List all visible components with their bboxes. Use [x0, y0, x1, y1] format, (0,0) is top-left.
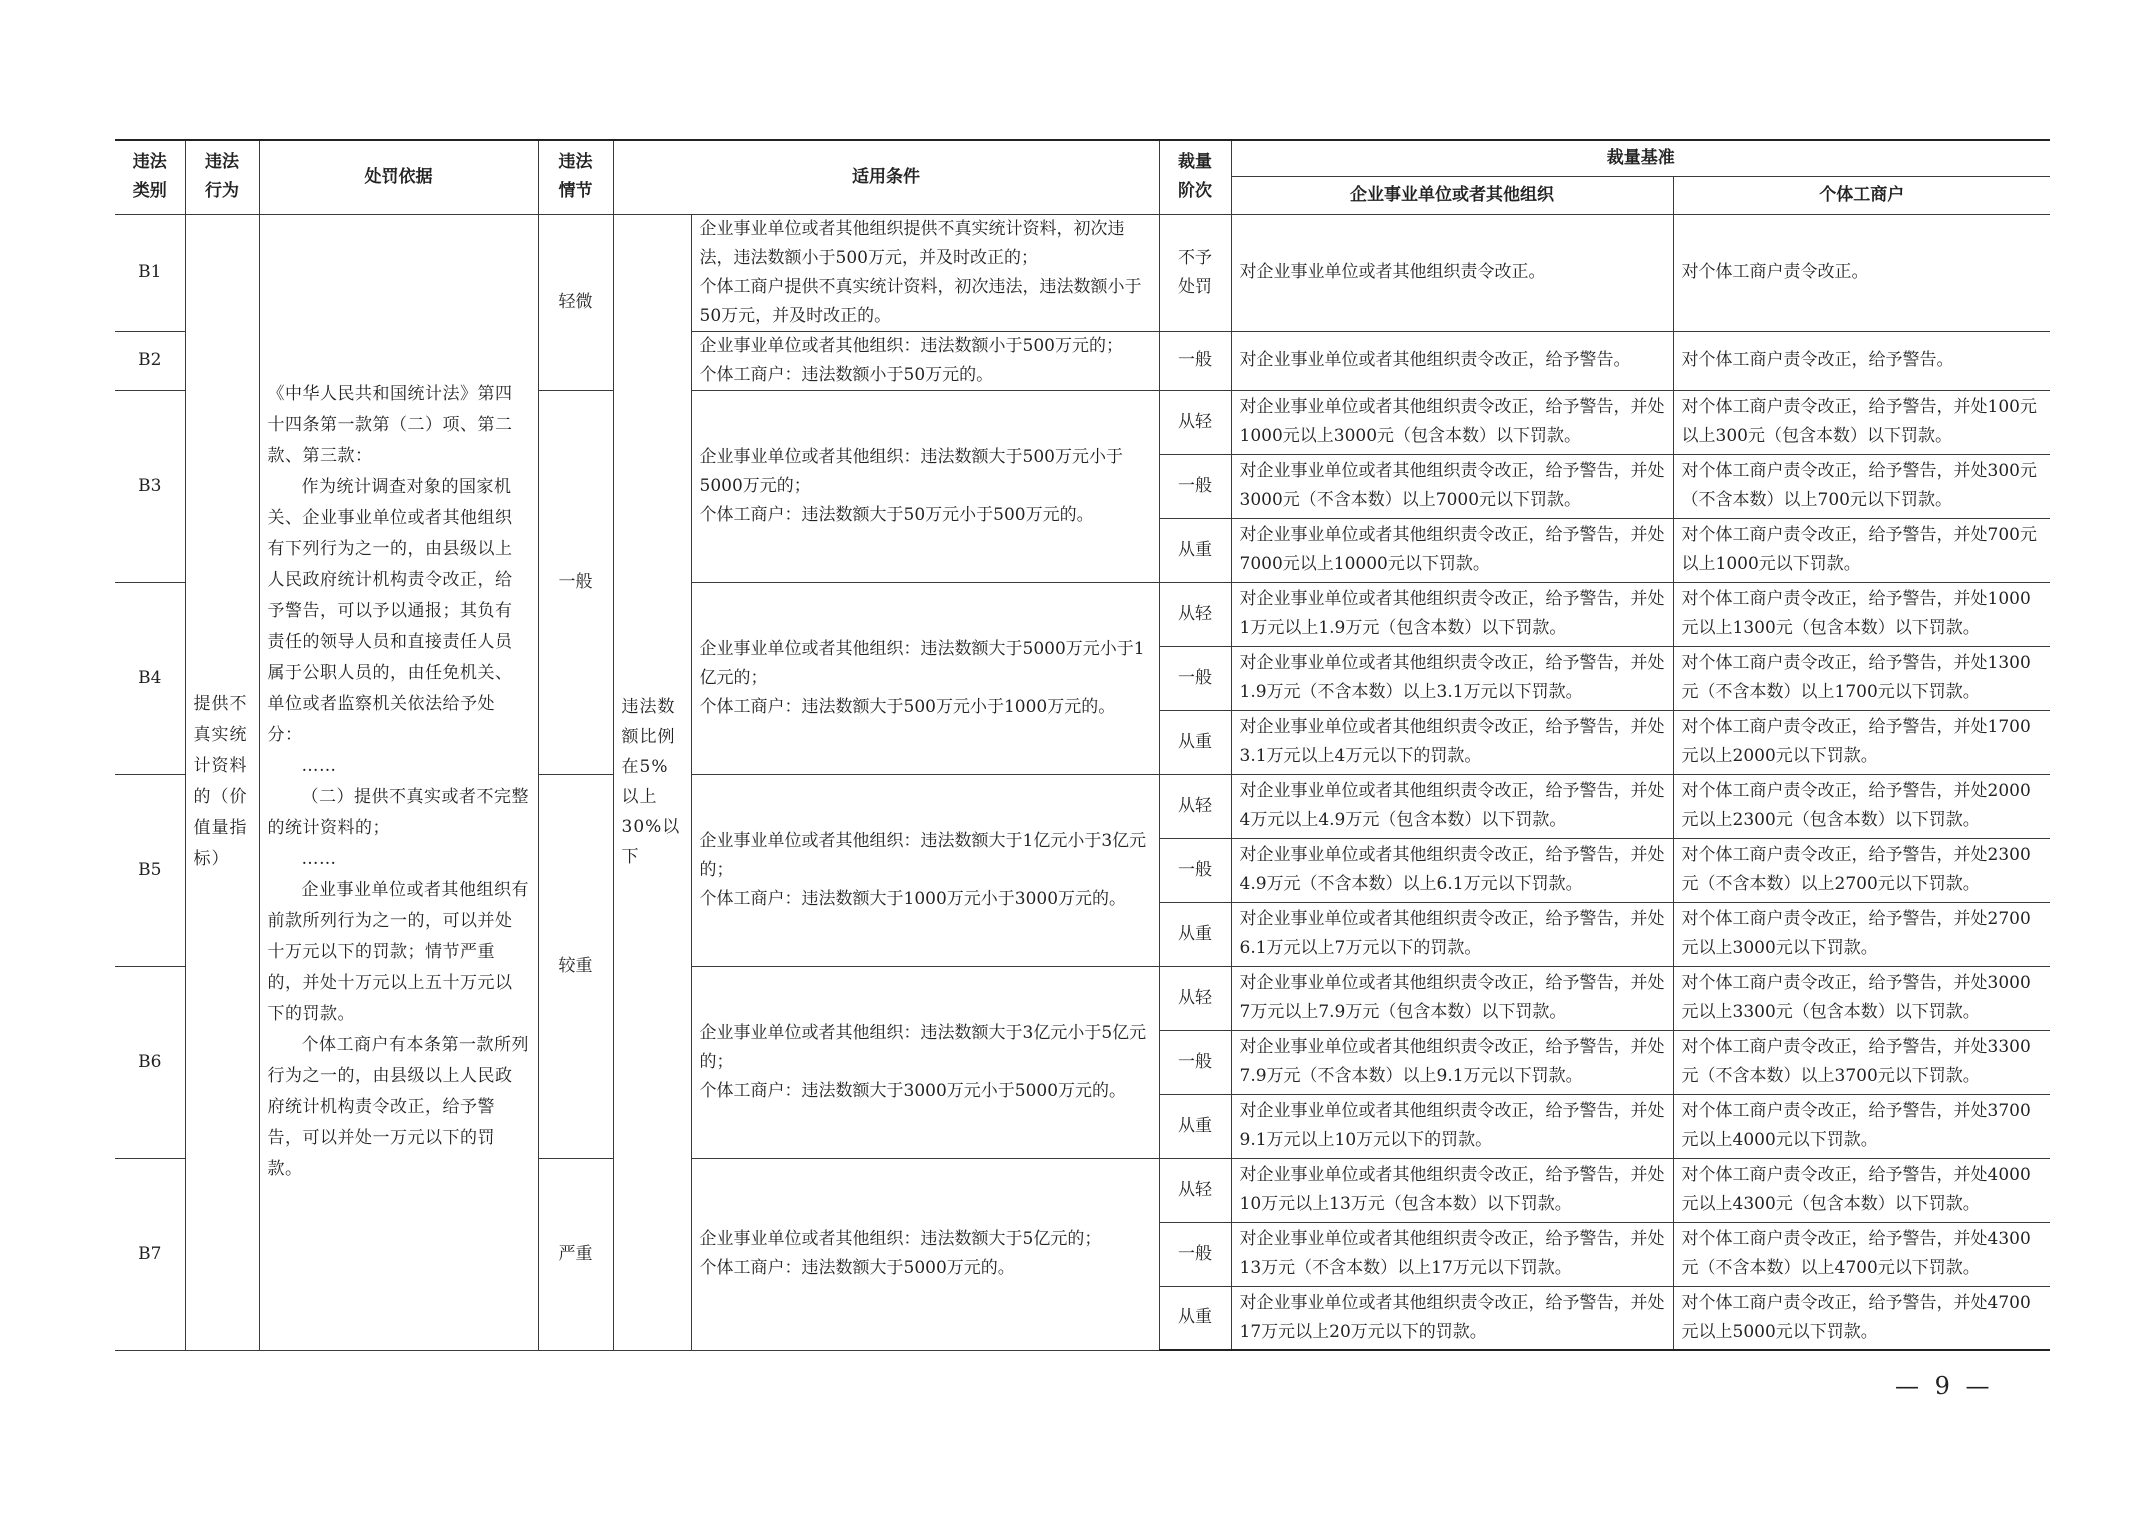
condition-line: 个体工商户：违法数额小于50万元的。	[699, 364, 994, 385]
basis-paragraph: 个体工商户有本条第一款所列行为之一的，由县级以上人民政府统计机构责令改正，给予警告，可以并处一万元以下的罚款。	[267, 1035, 529, 1179]
category-code: B2	[115, 331, 185, 390]
page-number: — 9 —	[1895, 1372, 1994, 1400]
penalty-discretion-table	[115, 139, 2050, 1351]
header-enterprise: 企业事业单位或者其他组织	[1231, 176, 1673, 214]
violation-ratio: 违法数额比例在5%以上30%以下	[613, 214, 691, 1350]
level-cell: 从重	[1159, 1286, 1231, 1350]
header-standard: 裁量基准	[1231, 140, 2050, 176]
condition-cell	[691, 331, 1159, 390]
individual-standard: 对个体工商户责令改正，给予警告，并处3700元以上4000元以下罚款。	[1673, 1094, 2050, 1158]
enterprise-standard: 对企业事业单位或者其他组织责令改正，给予警告，并处10万元以上13万元（包含本数）以下罚款。	[1231, 1158, 1673, 1222]
penalty-basis	[259, 214, 538, 1350]
enterprise-standard: 对企业事业单位或者其他组织责令改正，给予警告，并处4.9万元（不含本数）以上6.1万元以下罚款。	[1231, 838, 1673, 902]
level-cell: 从轻	[1159, 390, 1231, 454]
individual-standard: 对个体工商户责令改正，给予警告，并处100元以上300元（包含本数）以下罚款。	[1673, 390, 2050, 454]
condition-line: 企业事业单位或者其他组织：违法数额小于500万元的；	[699, 335, 1123, 356]
condition-line: 个体工商户提供不真实统计资料，初次违法，违法数额小于50万元，并及时改正的。	[699, 276, 1142, 326]
category-code: B6	[115, 966, 185, 1158]
enterprise-standard: 对企业事业单位或者其他组织责令改正，给予警告，并处13万元（不含本数）以上17万元以下罚款。	[1231, 1222, 1673, 1286]
enterprise-standard: 对企业事业单位或者其他组织责令改正，给予警告，并处17万元以上20万元以下的罚款。	[1231, 1286, 1673, 1350]
condition-line: 个体工商户：违法数额大于3000万元小于5000万元的。	[699, 1080, 1127, 1101]
condition-cell	[691, 390, 1159, 582]
individual-standard: 对个体工商户责令改正，给予警告，并处2300元（不含本数）以上2700元以下罚款。	[1673, 838, 2050, 902]
individual-standard: 对个体工商户责令改正，给予警告，并处4300元（不含本数）以上4700元以下罚款。	[1673, 1222, 2050, 1286]
header-condition: 适用条件	[613, 140, 1159, 214]
level-cell: 一般	[1159, 1222, 1231, 1286]
individual-standard: 对个体工商户责令改正，给予警告，并处4000元以上4300元（包含本数）以下罚款。	[1673, 1158, 2050, 1222]
header-category: 违法 类别	[115, 140, 185, 214]
enterprise-standard: 对企业事业单位或者其他组织责令改正，给予警告。	[1231, 331, 1673, 390]
basis-paragraph: ……	[301, 756, 337, 776]
condition-line: 个体工商户：违法数额大于5000万元的。	[699, 1258, 1015, 1278]
enterprise-standard: 对企业事业单位或者其他组织责令改正，给予警告，并处1000元以上3000元（包含本数）以下罚款。	[1231, 390, 1673, 454]
level-cell: 一般	[1159, 646, 1231, 710]
individual-standard: 对个体工商户责令改正，给予警告，并处3300元（不含本数）以上3700元以下罚款。	[1673, 1030, 2050, 1094]
level-cell: 不予处罚	[1159, 214, 1231, 331]
enterprise-standard: 对企业事业单位或者其他组织责令改正。	[1231, 214, 1673, 331]
condition-cell	[691, 214, 1159, 331]
header-action: 违法 行为	[185, 140, 259, 214]
basis-paragraph: ……	[301, 849, 337, 869]
level-cell: 一般	[1159, 1030, 1231, 1094]
enterprise-standard: 对企业事业单位或者其他组织责令改正，给予警告，并处6.1万元以上7万元以下的罚款。	[1231, 902, 1673, 966]
level-cell: 从重	[1159, 518, 1231, 582]
individual-standard: 对个体工商户责令改正，给予警告，并处3000元以上3300元（包含本数）以下罚款。	[1673, 966, 2050, 1030]
condition-line: 个体工商户：违法数额大于1000万元小于3000万元的。	[699, 888, 1127, 909]
category-code: B5	[115, 774, 185, 966]
condition-line: 企业事业单位或者其他组织：违法数额大于500万元小于5000万元的；	[699, 446, 1123, 496]
condition-line: 企业事业单位或者其他组织：违法数额大于1亿元小于3亿元的；	[699, 830, 1147, 880]
circumstance-serious: 严重	[538, 1158, 613, 1350]
level-cell: 从重	[1159, 902, 1231, 966]
individual-standard: 对个体工商户责令改正，给予警告。	[1673, 331, 2050, 390]
header-circumstance: 违法 情节	[538, 140, 613, 214]
enterprise-standard: 对企业事业单位或者其他组织责令改正，给予警告，并处3000元（不含本数）以上7000元以下罚款。	[1231, 454, 1673, 518]
individual-standard: 对个体工商户责令改正，给予警告，并处300元（不含本数）以上700元以下罚款。	[1673, 454, 2050, 518]
level-cell: 从重	[1159, 710, 1231, 774]
condition-line: 企业事业单位或者其他组织：违法数额大于5000万元小于1亿元的；	[699, 638, 1145, 688]
header-basis: 处罚依据	[259, 140, 538, 214]
violation-action: 提供不真实统计资料的（价值量指标）	[185, 214, 259, 1350]
condition-line: 企业事业单位或者其他组织：违法数额大于5亿元的；	[699, 1229, 1102, 1249]
basis-paragraph: 作为统计调查对象的国家机关、企业事业单位或者其他组织有下列行为之一的，由县级以上人民政府统计机构责令改正，给予警告，可以予以通报；其负有责任的领导人员和直接责任人员属于公职人员的，由任免机关、单位或者监察机关依法给予处分：	[267, 477, 513, 745]
condition-line: 个体工商户：违法数额大于500万元小于1000万元的。	[699, 696, 1116, 717]
individual-standard: 对个体工商户责令改正，给予警告，并处700元以上1000元以下罚款。	[1673, 518, 2050, 582]
enterprise-standard: 对企业事业单位或者其他组织责令改正，给予警告，并处9.1万元以上10万元以下的罚款。	[1231, 1094, 1673, 1158]
category-code: B4	[115, 582, 185, 774]
condition-cell	[691, 966, 1159, 1158]
individual-standard: 对个体工商户责令改正，给予警告，并处1300元（不含本数）以上1700元以下罚款。	[1673, 646, 2050, 710]
condition-cell	[691, 774, 1159, 966]
circumstance-general: 一般	[538, 390, 613, 774]
category-code: B7	[115, 1158, 185, 1350]
individual-standard: 对个体工商户责令改正，给予警告，并处1700元以上2000元以下罚款。	[1673, 710, 2050, 774]
condition-line: 个体工商户：违法数额大于50万元小于500万元的。	[699, 504, 1094, 525]
level-cell: 一般	[1159, 331, 1231, 390]
condition-cell	[691, 582, 1159, 774]
level-cell: 从重	[1159, 1094, 1231, 1158]
enterprise-standard: 对企业事业单位或者其他组织责令改正，给予警告，并处7.9万元（不含本数）以上9.1万元以下罚款。	[1231, 1030, 1673, 1094]
individual-standard: 对个体工商户责令改正，给予警告，并处4700元以上5000元以下罚款。	[1673, 1286, 2050, 1350]
level-cell: 从轻	[1159, 582, 1231, 646]
individual-standard: 对个体工商户责令改正，给予警告，并处1000元以上1300元（包含本数）以下罚款。	[1673, 582, 2050, 646]
level-cell: 从轻	[1159, 774, 1231, 838]
category-code: B3	[115, 390, 185, 582]
level-cell: 一般	[1159, 454, 1231, 518]
basis-paragraph: （二）提供不真实或者不完整的统计资料的；	[267, 787, 529, 838]
enterprise-standard: 对企业事业单位或者其他组织责令改正，给予警告，并处1万元以上1.9万元（包含本数）以下罚款。	[1231, 582, 1673, 646]
circumstance-minor: 轻微	[538, 214, 613, 390]
level-cell: 从轻	[1159, 1158, 1231, 1222]
condition-cell	[691, 1158, 1159, 1350]
individual-standard: 对个体工商户责令改正。	[1673, 214, 2050, 331]
individual-standard: 对个体工商户责令改正，给予警告，并处2700元以上3000元以下罚款。	[1673, 902, 2050, 966]
basis-paragraph: 企业事业单位或者其他组织有前款所列行为之一的，可以并处十万元以下的罚款；情节严重的，并处十万元以上五十万元以下的罚款。	[267, 880, 529, 1024]
basis-paragraph: 《中华人民共和国统计法》第四十四条第一款第（二）项、第二款、第三款：	[267, 384, 513, 466]
enterprise-standard: 对企业事业单位或者其他组织责令改正，给予警告，并处7000元以上10000元以下罚款。	[1231, 518, 1673, 582]
header-individual: 个体工商户	[1673, 176, 2050, 214]
condition-line: 企业事业单位或者其他组织提供不真实统计资料，初次违法，违法数额小于500万元，并及时改正的；	[699, 218, 1125, 268]
circumstance-heavier: 较重	[538, 774, 613, 1158]
enterprise-standard: 对企业事业单位或者其他组织责令改正，给予警告，并处3.1万元以上4万元以下的罚款。	[1231, 710, 1673, 774]
level-cell: 从轻	[1159, 966, 1231, 1030]
enterprise-standard: 对企业事业单位或者其他组织责令改正，给予警告，并处1.9万元（不含本数）以上3.1万元以下罚款。	[1231, 646, 1673, 710]
individual-standard: 对个体工商户责令改正，给予警告，并处2000元以上2300元（包含本数）以下罚款。	[1673, 774, 2050, 838]
header-level: 裁量 阶次	[1159, 140, 1231, 214]
category-code: B1	[115, 214, 185, 331]
condition-line: 企业事业单位或者其他组织：违法数额大于3亿元小于5亿元的；	[699, 1022, 1147, 1072]
enterprise-standard: 对企业事业单位或者其他组织责令改正，给予警告，并处4万元以上4.9万元（包含本数）以下罚款。	[1231, 774, 1673, 838]
level-cell: 一般	[1159, 838, 1231, 902]
enterprise-standard: 对企业事业单位或者其他组织责令改正，给予警告，并处7万元以上7.9万元（包含本数）以下罚款。	[1231, 966, 1673, 1030]
